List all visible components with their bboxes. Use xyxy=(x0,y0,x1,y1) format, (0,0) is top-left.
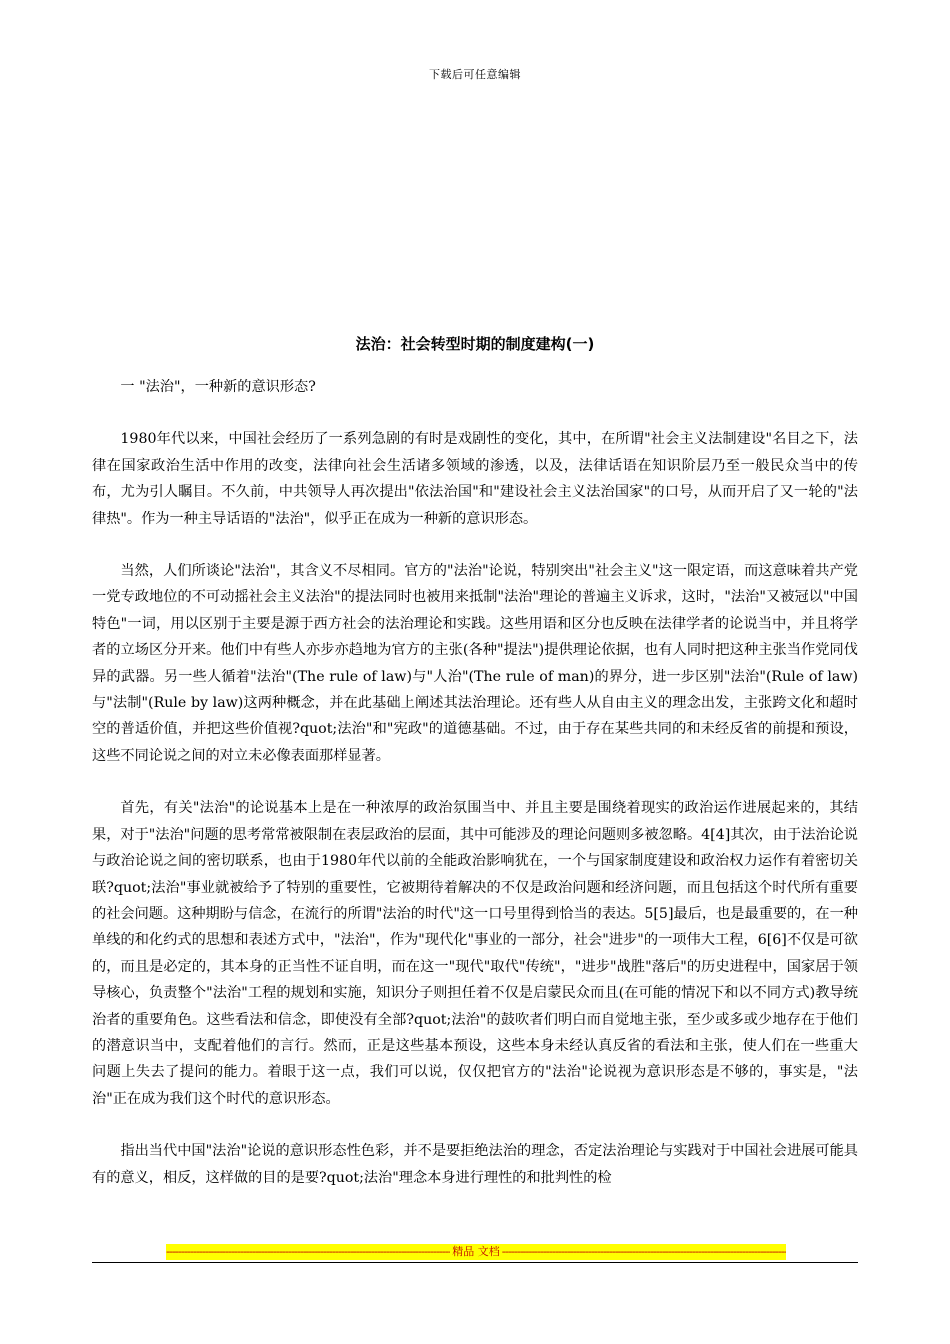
paragraph-2: 当然，人们所谈论"法治"，其含义不尽相同。官方的"法治"论说，特别突出"社会主义"这一限定语，而这意味着共产党一党专政地位的不可动摇社会主义法治"的提法同时也被用来抵制"法治"理论的普遍主义诉求，这时，"法治"又被冠以"中国特色"一词，用以区别于主要是源于西方社会的法治理论和实践。这些用语和区分也反映在法律学者的论说当中，并且将学者的立场区分开来。他们中有些人亦步亦趋地为官方的主张(各种"提法")提供理论依据，也有人同时把这种主张当作党同伐异的武器。另一些人循着"法治"(The rule of law)与"人治"(The rule of man)的界分，进一步区别"法治"(Rule of law)与"法制"(Rule by law)这两种概念，并在此基础上阐述其法治理论。还有些人从自由主义的理念出发，主张跨文化和超时空的普适价值，并把这些价值视?quot;法治"和"宪政"的道德基础。不过，由于存在某些共同的和未经反省的前提和预设，这些不同论说之间的对立未必像表面那样显著。 xyxy=(92,563,858,764)
footer-mark: 精品 文档 xyxy=(452,1245,500,1258)
footer-divider xyxy=(92,1262,858,1263)
document-body xyxy=(92,374,858,1190)
section-heading: 一 "法治"，一种新的意识形态? xyxy=(120,379,316,395)
footer-band xyxy=(166,1244,786,1260)
paragraph-4: 指出当代中国"法治"论说的意识形态性色彩，并不是要拒绝法治的理念，否定法治理论与实践对于中国社会进展可能具有的意义，相反，这样做的目的是要?quot;法治"理念本身进行理性的和批判性的检 xyxy=(92,1143,858,1186)
document-title: 法治：社会转型时期的制度建构(一) xyxy=(355,335,595,353)
footer-dash-left xyxy=(166,1244,450,1260)
paragraph-3: 首先，有关"法治"的论说基本上是在一种浓厚的政治氛围当中、并且主要是围绕着现实的政治运作进展起来的，其结果，对于"法治"问题的思考常常被限制在表层政治的层面，其中可能涉及的理论问题则多被忽略。4[4]其次，由于法治论说与政治论说之间的密切联系，也由于1980年代以前的全能政治影响犹在，一个与国家制度建设和政治权力运作有着密切关联?quot;法治"事业就被给予了特别的重要性，它被期待着解决的不仅是政治问题和经济问题，而且包括这个时代所有重要的社会问题。这种期盼与信念，在流行的所谓"法治的时代"这一口号里得到恰当的表达。5[5]最后，也是最重要的，在一种单线的和化约式的思想和表述方式中，"法治"，作为"现代化"事业的一部分，社会"进步"的一项伟大工程，6[6]不仅是可欲的，而且是必定的，其本身的正当性不证自明，而在这一"现代"取代"传统"，"进步"战胜"落后"的历史进程中，国家居于领导核心，负责整个"法治"工程的规划和实施，知识分子则担任着不仅是启蒙民众而且(在可能的情况下和以不同方式)教导统治者的重要角色。这些看法和信念，即使没有全部?quot;法治"的鼓吹者们明白而自觉地主张，至少或多或少地存在于他们的潜意识当中，支配着他们的言行。然而，正是这些基本预设，这些本身未经认真反省的看法和主张，使人们在一些重大问题上失去了提问的能力。着眼于这一点，我们可以说，仅仅把官方的"法治"论说视为意识形态是不够的，事实是，"法治"正在成为我们这个时代的意识形态。 xyxy=(92,800,858,1107)
paragraph-1: 1980年代以来，中国社会经历了一系列急剧的有时是戏剧性的变化，其中，在所谓"社会主义法制建设"名目之下，法律在国家政治生活中作用的改变，法律向社会生活诸多领域的渗透，以及，法律话语在知识阶层乃至一般民众当中的传布，尤为引人瞩目。不久前，中共领导人再次提出"依法治国"和"建设社会主义法治国家"的口号，从而开启了又一轮的"法律热"。作为一种主导话语的"法治"，似乎正在成为一种新的意识形态。 xyxy=(92,431,858,527)
footer-dash-right xyxy=(502,1244,786,1260)
page-header-note: 下载后可任意编辑 xyxy=(429,68,521,81)
